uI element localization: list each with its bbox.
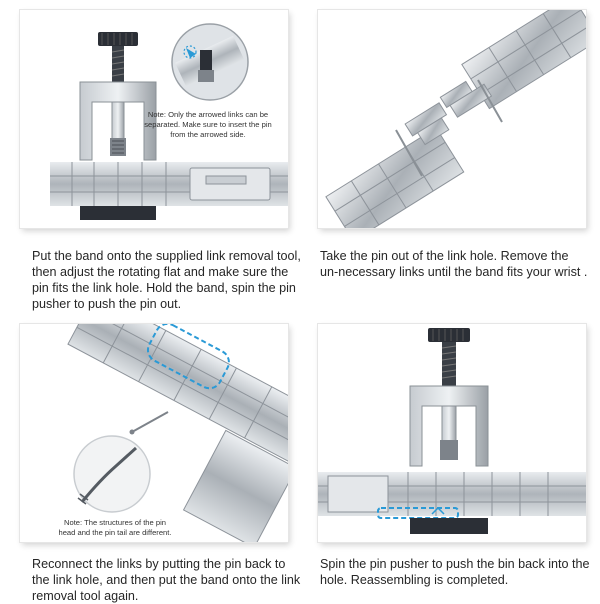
band-clasp	[328, 476, 388, 512]
step4-caption: Spin the pin pusher to push the bin back into the hole. Reassembling is completed.	[320, 557, 590, 587]
reconnect-links-illustration	[20, 324, 288, 542]
step1-caption: Put the band onto the supplied link removal tool, then adjust the rotating flat and make sure the pin fits the link hole. Hold the band, spin the pin pusher to push the pin out.	[32, 249, 301, 311]
pin	[132, 412, 168, 432]
step3-note: Note: The structures of the pin head and the pin tail are different.	[58, 518, 172, 537]
band-segment-lower	[326, 128, 464, 228]
step1-image	[20, 10, 288, 228]
tool-knob	[428, 328, 470, 342]
step3-caption: Reconnect the links by putting the pin back to the link hole, and then put the band onto the link removal tool again.	[32, 557, 301, 603]
step3-image	[20, 324, 288, 542]
reassemble-tool-illustration	[318, 324, 586, 542]
step4-image	[318, 324, 586, 542]
step2-caption: Take the pin out of the link hole. Remove the un-necessary links until the band fits your wrist .	[320, 249, 588, 279]
step1-note: Note: Only the arrowed links can be separated. Make sure to insert the pin from the arrowed side.	[144, 110, 272, 139]
pin-detail-circle	[74, 436, 150, 512]
removed-links-illustration	[318, 10, 586, 228]
step2-image	[318, 10, 586, 228]
